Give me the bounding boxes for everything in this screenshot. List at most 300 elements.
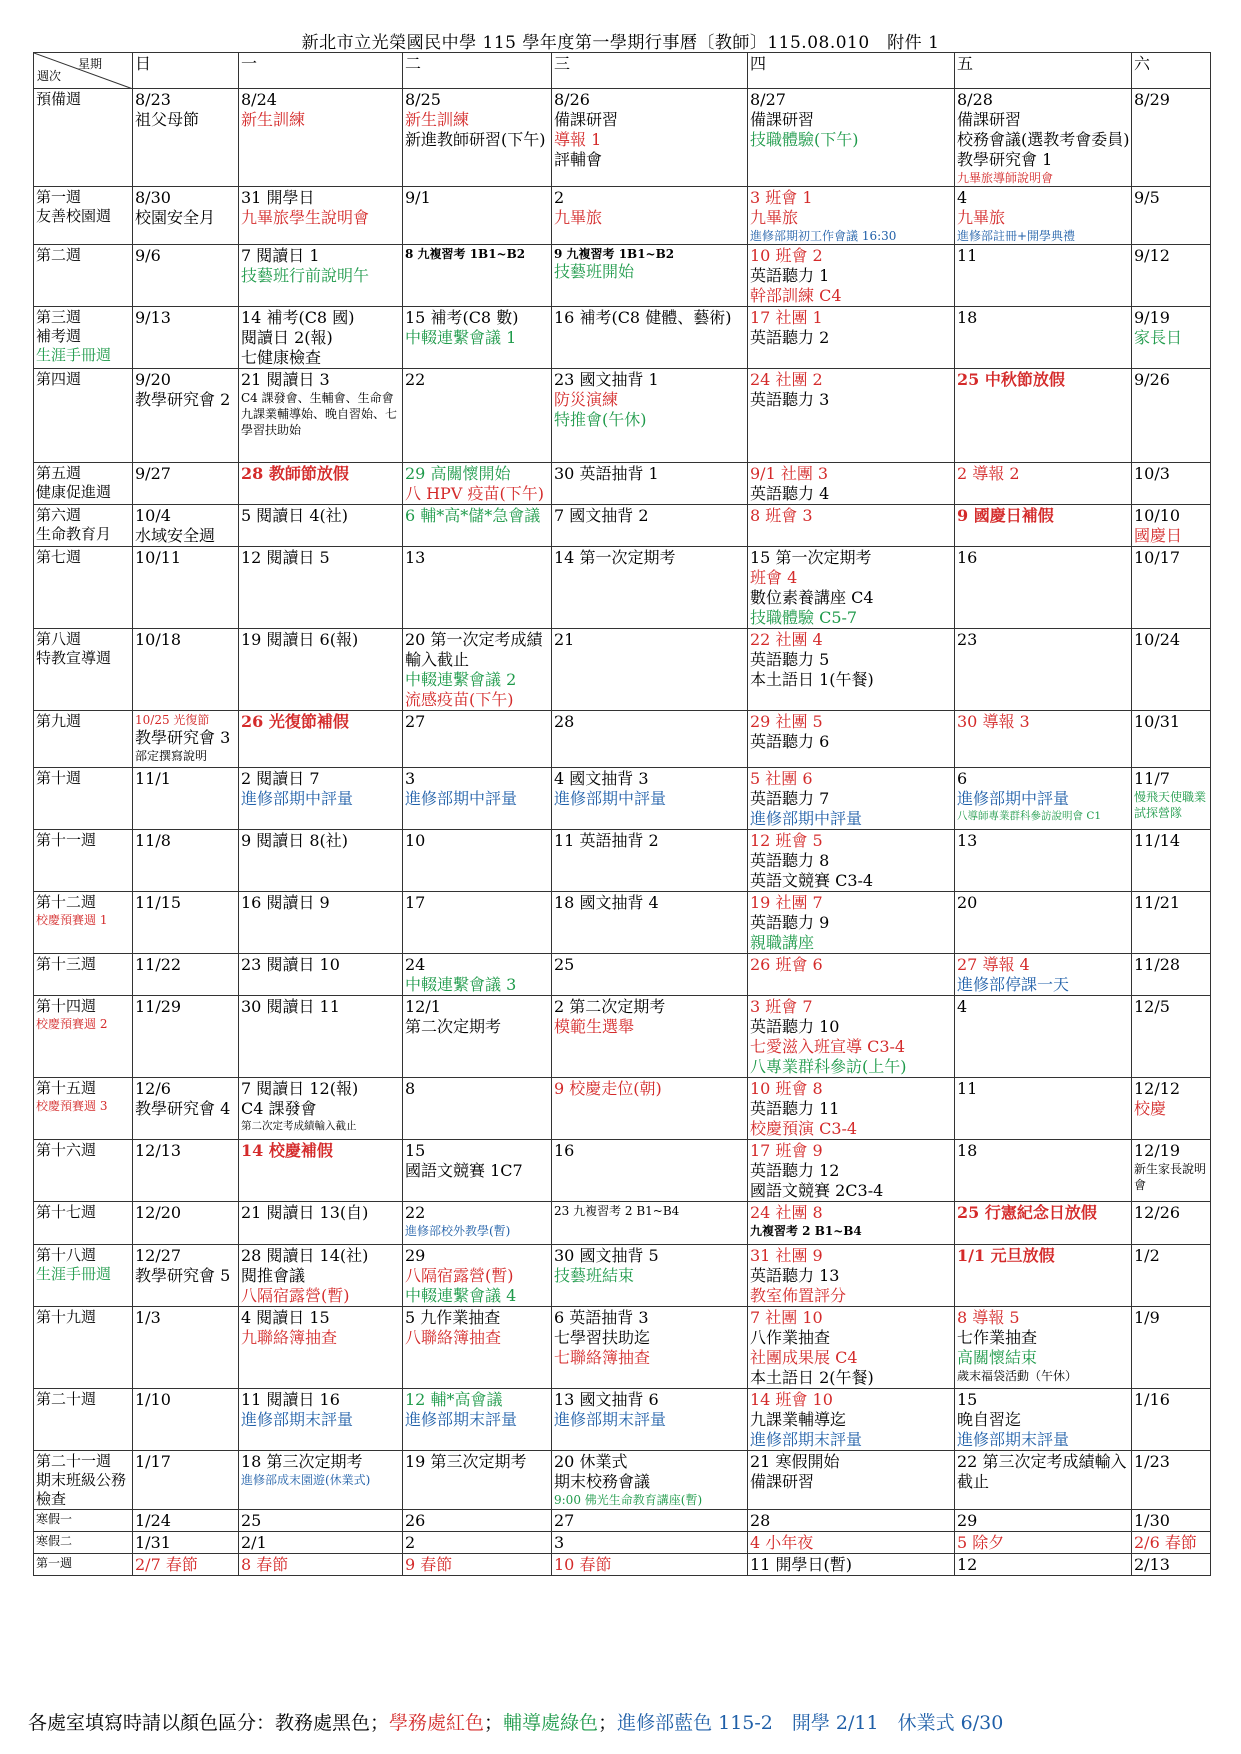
- cell-entry: 23: [957, 630, 978, 649]
- cell-entry: 11/14: [1134, 831, 1181, 850]
- cell-entry: 中輟連繫會議 3: [405, 975, 517, 994]
- day-cell-thu: [748, 369, 955, 463]
- cell-entry: 5 九作業抽查: [405, 1308, 501, 1327]
- week-label-cell: [34, 505, 133, 547]
- day-cell-sun: [133, 830, 239, 892]
- day-cell-mon: [239, 629, 403, 711]
- cell-entry: 21 寒假開始: [750, 1452, 840, 1471]
- day-cell-wed: [552, 463, 748, 505]
- cell-entry: 11/28: [1134, 955, 1181, 974]
- cell-entry: 25 中秋節放假: [957, 370, 1065, 389]
- cell-entry: 英語聽力 2: [750, 328, 830, 347]
- day-header-tue: 二: [403, 53, 552, 89]
- cell-entry: 進修部期中評量: [957, 789, 1070, 808]
- cell-entry: 1/10: [135, 1390, 171, 1409]
- cell-entry: 晚自習迄: [957, 1410, 1022, 1429]
- day-cell-fri: [955, 1451, 1132, 1510]
- day-cell-fri: [955, 1554, 1132, 1576]
- cell-entry: 八導師專業群科參訪說明會 C1: [957, 810, 1102, 822]
- day-cell-sun: [133, 307, 239, 369]
- cell-entry: 31 社團 9: [750, 1246, 823, 1265]
- cell-entry: 中輟連繫會議 2: [405, 670, 517, 689]
- cell-entry: 1/24: [135, 1511, 171, 1530]
- cell-entry: 期末班級公務檢查: [36, 1471, 127, 1508]
- cell-entry: 9/6: [135, 246, 161, 265]
- day-cell-thu: [748, 1140, 955, 1202]
- day-cell-sat: [1132, 711, 1211, 768]
- day-cell-sun: [133, 629, 239, 711]
- day-cell-mon: [239, 1307, 403, 1389]
- cell-entry: 9 閱讀日 8(社): [241, 831, 349, 850]
- cell-entry: 進修部期中評量: [750, 809, 863, 828]
- cell-entry: 29: [957, 1511, 978, 1530]
- week-label-cell: [34, 954, 133, 996]
- day-cell-tue: [403, 187, 552, 245]
- day-cell-sat: [1132, 892, 1211, 954]
- day-cell-mon: [239, 830, 403, 892]
- cell-entry: 29 社團 5: [750, 712, 823, 731]
- week-row: [34, 1451, 1211, 1510]
- cell-entry: 5 社團 6: [750, 769, 813, 788]
- legend-part: 學務處紅色: [389, 1712, 485, 1734]
- cell-entry: 九畢旅: [750, 208, 799, 227]
- cell-entry: 12/5: [1134, 997, 1170, 1016]
- day-cell-thu: [748, 1389, 955, 1451]
- day-cell-sat: [1132, 954, 1211, 996]
- cell-entry: 14 班會 10: [750, 1390, 833, 1409]
- day-cell-thu: [748, 629, 955, 711]
- cell-entry: 九畢旅學生說明會: [241, 208, 370, 227]
- cell-entry: 27: [405, 712, 426, 731]
- day-cell-thu: [748, 547, 955, 629]
- day-cell-mon: [239, 1389, 403, 1451]
- day-cell-mon: [239, 1140, 403, 1202]
- cell-entry: 校園安全月: [135, 208, 216, 227]
- day-cell-mon: [239, 1532, 403, 1554]
- cell-entry: 校慶: [1134, 1099, 1167, 1118]
- cell-entry: 英語聽力 1: [750, 266, 830, 285]
- cell-entry: 25: [241, 1511, 262, 1530]
- day-cell-thu: [748, 1532, 955, 1554]
- day-cell-wed: [552, 996, 748, 1078]
- cell-entry: 10/18: [135, 630, 182, 649]
- cell-entry: 第十一週: [36, 831, 97, 849]
- day-cell-fri: [955, 892, 1132, 954]
- cell-entry: 第十五週: [36, 1079, 97, 1097]
- cell-entry: 16: [957, 548, 978, 567]
- cell-entry: 12 輔*高會議: [405, 1390, 503, 1409]
- cell-entry: 10/31: [1134, 712, 1181, 731]
- cell-entry: 九課業輔導始、晚自習始、七學習扶助始: [241, 407, 398, 437]
- cell-entry: 八專業群科參訪(上午): [750, 1057, 907, 1076]
- day-cell-tue: [403, 1202, 552, 1245]
- day-cell-sat: [1132, 1532, 1211, 1554]
- day-cell-wed: [552, 547, 748, 629]
- cell-entry: 八作業抽查: [750, 1328, 831, 1347]
- cell-entry: 12: [957, 1555, 978, 1574]
- day-cell-tue: [403, 629, 552, 711]
- day-cell-sat: [1132, 1389, 1211, 1451]
- week-label-cell: [34, 1245, 133, 1307]
- day-cell-tue: [403, 954, 552, 996]
- day-cell-sat: [1132, 1307, 1211, 1389]
- day-cell-mon: [239, 463, 403, 505]
- cell-entry: 27: [554, 1511, 575, 1530]
- week-row: [34, 89, 1211, 187]
- day-cell-sun: [133, 711, 239, 768]
- color-legend: [28, 1708, 1003, 1735]
- cell-entry: 2 閱讀日 7: [241, 769, 320, 788]
- day-cell-tue: [403, 1307, 552, 1389]
- legend-part: 進修部藍色 115-2 開學 2/11 休業式 6/30: [617, 1712, 1004, 1734]
- day-cell-sat: [1132, 1140, 1211, 1202]
- week-row: [34, 629, 1211, 711]
- day-cell-tue: [403, 505, 552, 547]
- cell-entry: 七學習扶助迄: [554, 1328, 651, 1347]
- day-cell-mon: [239, 369, 403, 463]
- week-label-cell: [34, 1451, 133, 1510]
- day-cell-sat: [1132, 369, 1211, 463]
- cell-entry: 班會 4: [750, 568, 798, 587]
- cell-entry: 閱讀日 2(報): [241, 328, 333, 347]
- day-cell-wed: [552, 768, 748, 830]
- day-cell-tue: [403, 307, 552, 369]
- day-cell-fri: [955, 463, 1132, 505]
- cell-entry: 4 閱讀日 15: [241, 1308, 330, 1327]
- week-axis-label: 週次: [37, 69, 62, 83]
- week-row: [34, 954, 1211, 996]
- cell-entry: 九畢旅: [554, 208, 603, 227]
- cell-entry: 9/1: [405, 188, 431, 207]
- cell-entry: 5 除夕: [957, 1533, 1005, 1552]
- cell-entry: 12/6: [135, 1079, 171, 1098]
- cell-entry: 新生家長說明會: [1134, 1162, 1207, 1192]
- week-label-cell: [34, 1078, 133, 1140]
- cell-entry: 家長日: [1134, 328, 1183, 347]
- cell-entry: 24: [405, 955, 426, 974]
- cell-entry: 8/29: [1134, 90, 1170, 109]
- cell-entry: 9/13: [135, 308, 171, 327]
- cell-entry: 慢飛天使職業試探營隊: [1134, 790, 1207, 820]
- cell-entry: 11 閱讀日 16: [241, 1390, 340, 1409]
- day-cell-mon: [239, 547, 403, 629]
- day-cell-tue: [403, 547, 552, 629]
- cell-entry: 11/22: [135, 955, 182, 974]
- day-cell-tue: [403, 89, 552, 187]
- cell-entry: 1/3: [135, 1308, 161, 1327]
- day-cell-tue: [403, 1532, 552, 1554]
- calendar-body: [34, 89, 1211, 1576]
- cell-entry: 新進教師研習(下午): [405, 130, 546, 149]
- day-cell-mon: [239, 1202, 403, 1245]
- cell-entry: 2/13: [1134, 1555, 1170, 1574]
- cell-entry: 流感疫苗(下午): [405, 690, 514, 709]
- cell-entry: 11/8: [135, 831, 171, 850]
- cell-entry: 第三週: [36, 308, 82, 326]
- day-cell-thu: [748, 1451, 955, 1510]
- cell-entry: 26: [405, 1511, 426, 1530]
- week-row: [34, 369, 1211, 463]
- day-header-sat: 六: [1132, 53, 1211, 89]
- cell-entry: 7 閱讀日 12(報): [241, 1079, 359, 1098]
- cell-entry: 1/9: [1134, 1308, 1160, 1327]
- cell-entry: 8/30: [135, 188, 171, 207]
- cell-entry: 友善校園週: [36, 207, 112, 225]
- day-cell-tue: [403, 369, 552, 463]
- cell-entry: 15: [405, 1141, 426, 1160]
- day-cell-sun: [133, 547, 239, 629]
- cell-entry: 8/27: [750, 90, 786, 109]
- cell-entry: 1/16: [1134, 1390, 1170, 1409]
- week-row: [34, 463, 1211, 505]
- day-cell-tue: [403, 768, 552, 830]
- cell-entry: 9/12: [1134, 246, 1170, 265]
- cell-entry: 11: [957, 1079, 978, 1098]
- cell-entry: 第五週: [36, 464, 82, 482]
- day-cell-mon: [239, 307, 403, 369]
- cell-entry: 英語文競賽 C3-4: [750, 871, 874, 890]
- cell-entry: 第十四週: [36, 997, 97, 1015]
- cell-entry: 2 導報 2: [957, 464, 1020, 483]
- day-cell-mon: [239, 768, 403, 830]
- cell-entry: 進修部期初工作會議 16:30: [750, 229, 897, 243]
- cell-entry: 2/6 春節: [1134, 1533, 1197, 1552]
- cell-entry: 七作業抽查: [957, 1328, 1038, 1347]
- cell-entry: 12/1: [405, 997, 441, 1016]
- day-cell-mon: [239, 89, 403, 187]
- cell-entry: 技職體驗(下午): [750, 130, 859, 149]
- week-row: [34, 1532, 1211, 1554]
- cell-entry: 七聯絡簿抽查: [554, 1348, 651, 1367]
- week-label-cell: [34, 629, 133, 711]
- cell-entry: 7 閱讀日 1: [241, 246, 320, 265]
- cell-entry: 第九週: [36, 712, 82, 730]
- cell-entry: 第十八週: [36, 1246, 97, 1264]
- day-cell-sun: [133, 1140, 239, 1202]
- day-cell-mon: [239, 505, 403, 547]
- cell-entry: 第七週: [36, 548, 82, 566]
- cell-entry: 8/24: [241, 90, 277, 109]
- cell-entry: 10/10: [1134, 506, 1181, 525]
- cell-entry: 12/13: [135, 1141, 182, 1160]
- cell-entry: 社團成果展 C4: [750, 1348, 858, 1367]
- cell-entry: 第八週: [36, 630, 82, 648]
- week-row: [34, 892, 1211, 954]
- cell-entry: 7 社團 10: [750, 1308, 823, 1327]
- day-cell-sun: [133, 1451, 239, 1510]
- week-label-cell: [34, 830, 133, 892]
- cell-entry: 第二十一週: [36, 1452, 112, 1470]
- cell-entry: 進修部期末評量: [405, 1410, 518, 1429]
- cell-entry: 10 班會 2: [750, 246, 823, 265]
- day-cell-sat: [1132, 547, 1211, 629]
- cell-entry: 英語聽力 8: [750, 851, 830, 870]
- cell-entry: 18: [957, 1141, 978, 1160]
- day-cell-wed: [552, 892, 748, 954]
- cell-entry: C4 課發會: [241, 1099, 317, 1118]
- day-cell-wed: [552, 1245, 748, 1307]
- cell-entry: 技職體驗 C5-7: [750, 608, 858, 627]
- cell-entry: 第十週: [36, 769, 82, 787]
- cell-entry: 9 校慶走位(朝): [554, 1079, 662, 1098]
- day-cell-sat: [1132, 1078, 1211, 1140]
- cell-entry: 6 輔*高*儲*急會議: [405, 506, 541, 525]
- week-label-cell: [34, 547, 133, 629]
- cell-entry: 9/26: [1134, 370, 1170, 389]
- cell-entry: 3: [405, 769, 416, 788]
- legend-part: 輔導處綠色: [503, 1712, 599, 1734]
- day-header-fri: 五: [955, 53, 1132, 89]
- cell-entry: 校慶預賽週 1: [36, 913, 108, 927]
- cell-entry: 英語聽力 7: [750, 789, 830, 808]
- cell-entry: 29: [405, 1246, 426, 1265]
- week-label-cell: [34, 89, 133, 187]
- day-cell-tue: [403, 1554, 552, 1576]
- cell-entry: 歲末福袋活動（午休）: [957, 1369, 1078, 1383]
- day-cell-wed: [552, 954, 748, 996]
- cell-entry: 16 補考(C8 健體、藝術): [554, 308, 732, 327]
- cell-entry: 本土語日 2(午餐): [750, 1368, 874, 1387]
- cell-entry: 22: [405, 370, 426, 389]
- cell-entry: 10/24: [1134, 630, 1181, 649]
- week-label-cell: [34, 1140, 133, 1202]
- cell-entry: 11/29: [135, 997, 182, 1016]
- cell-entry: 第一週: [36, 188, 82, 206]
- day-cell-fri: [955, 711, 1132, 768]
- day-cell-fri: [955, 1307, 1132, 1389]
- day-axis-label: 星期: [77, 57, 102, 71]
- day-cell-tue: [403, 996, 552, 1078]
- cell-entry: 19 第三次定期考: [405, 1452, 527, 1471]
- cell-entry: 教學研究會 5: [135, 1266, 231, 1285]
- cell-entry: 補考週: [36, 327, 82, 345]
- cell-entry: 9 國慶日補假: [957, 506, 1054, 525]
- day-cell-sun: [133, 768, 239, 830]
- day-cell-mon: [239, 1078, 403, 1140]
- day-cell-thu: [748, 245, 955, 307]
- cell-entry: 22 社團 4: [750, 630, 823, 649]
- day-header-thu: 四: [748, 53, 955, 89]
- week-label-cell: [34, 1389, 133, 1451]
- cell-entry: 12/26: [1134, 1203, 1181, 1222]
- day-cell-fri: [955, 830, 1132, 892]
- day-cell-tue: [403, 830, 552, 892]
- cell-entry: 英語聽力 4: [750, 484, 830, 503]
- corner-header: [34, 53, 133, 89]
- cell-entry: 19 社團 7: [750, 893, 823, 912]
- cell-entry: 校慶預賽週 3: [36, 1099, 108, 1113]
- cell-entry: 2/1: [241, 1533, 267, 1552]
- cell-entry: 八聯絡簿抽查: [405, 1328, 502, 1347]
- cell-entry: 28: [750, 1511, 771, 1530]
- cell-entry: 10/4: [135, 506, 171, 525]
- cell-entry: 進修部期末評量: [241, 1410, 354, 1429]
- cell-entry: 17 班會 9: [750, 1141, 823, 1160]
- cell-entry: C4 課發會、生輔會、生命會: [241, 391, 394, 405]
- cell-entry: 進修部期中評量: [554, 789, 667, 808]
- cell-entry: 第二十週: [36, 1390, 97, 1408]
- day-cell-fri: [955, 187, 1132, 245]
- day-cell-thu: [748, 1510, 955, 1532]
- cell-entry: 21: [554, 630, 575, 649]
- day-cell-sun: [133, 245, 239, 307]
- day-cell-mon: [239, 892, 403, 954]
- week-label-cell: [34, 768, 133, 830]
- cell-entry: 2/7 春節: [135, 1555, 198, 1574]
- week-label-cell: [34, 1554, 133, 1576]
- day-cell-wed: [552, 1389, 748, 1451]
- day-cell-fri: [955, 954, 1132, 996]
- cell-entry: 高關懷結束: [957, 1348, 1038, 1367]
- cell-entry: 9 春節: [405, 1555, 453, 1574]
- day-cell-fri: [955, 505, 1132, 547]
- day-cell-wed: [552, 1532, 748, 1554]
- cell-entry: 防災演練: [554, 390, 619, 409]
- day-cell-fri: [955, 1140, 1132, 1202]
- week-row: [34, 1078, 1211, 1140]
- cell-entry: 生命教育月: [36, 525, 112, 543]
- week-row: [34, 830, 1211, 892]
- day-cell-wed: [552, 505, 748, 547]
- cell-entry: 9:00 佛光生命教育講座(暫): [554, 1493, 703, 1507]
- week-label-cell: [34, 1510, 133, 1532]
- week-row: [34, 307, 1211, 369]
- day-cell-tue: [403, 1451, 552, 1510]
- day-cell-wed: [552, 187, 748, 245]
- day-cell-wed: [552, 711, 748, 768]
- day-cell-tue: [403, 463, 552, 505]
- week-label-cell: [34, 1307, 133, 1389]
- day-cell-sun: [133, 187, 239, 245]
- cell-entry: 七健康檢查: [241, 348, 322, 367]
- cell-entry: 第四週: [36, 370, 82, 388]
- day-cell-fri: [955, 996, 1132, 1078]
- cell-entry: 6 英語抽背 3: [554, 1308, 649, 1327]
- cell-entry: 8: [405, 1079, 416, 1098]
- day-cell-sun: [133, 1202, 239, 1245]
- cell-entry: 2: [405, 1533, 416, 1552]
- cell-entry: 教學研究會 1: [957, 150, 1053, 169]
- cell-entry: 進修部停課一天: [957, 975, 1070, 994]
- day-cell-sat: [1132, 463, 1211, 505]
- cell-entry: 17 社團 1: [750, 308, 823, 327]
- cell-entry: 2: [554, 188, 565, 207]
- page-title: 新北市立光榮國民中學 115 學年度第一學期行事曆〔教師〕115.08.010 附件 1: [301, 33, 940, 53]
- cell-entry: 8 春節: [241, 1555, 289, 1574]
- day-cell-wed: [552, 1307, 748, 1389]
- cell-entry: 11/1: [135, 769, 171, 788]
- day-cell-tue: [403, 892, 552, 954]
- cell-entry: 10/17: [1134, 548, 1181, 567]
- cell-entry: 14 校慶補假: [241, 1141, 333, 1160]
- cell-entry: 進修部校外教學(暫): [405, 1224, 511, 1238]
- cell-entry: 第十二週: [36, 893, 97, 911]
- day-cell-mon: [239, 187, 403, 245]
- day-cell-sat: [1132, 830, 1211, 892]
- cell-entry: 8 導報 5: [957, 1308, 1020, 1327]
- day-cell-thu: [748, 187, 955, 245]
- day-cell-wed: [552, 1202, 748, 1245]
- cell-entry: 中輟連繫會議 4: [405, 1286, 517, 1305]
- cell-entry: 6: [957, 769, 968, 788]
- day-cell-sun: [133, 1389, 239, 1451]
- week-row: [34, 1202, 1211, 1245]
- day-cell-mon: [239, 1510, 403, 1532]
- cell-entry: 10: [405, 831, 426, 850]
- cell-entry: 九課業輔導迄: [750, 1410, 847, 1429]
- day-header-sun: 日: [133, 53, 239, 89]
- cell-entry: 健康促進週: [36, 483, 112, 501]
